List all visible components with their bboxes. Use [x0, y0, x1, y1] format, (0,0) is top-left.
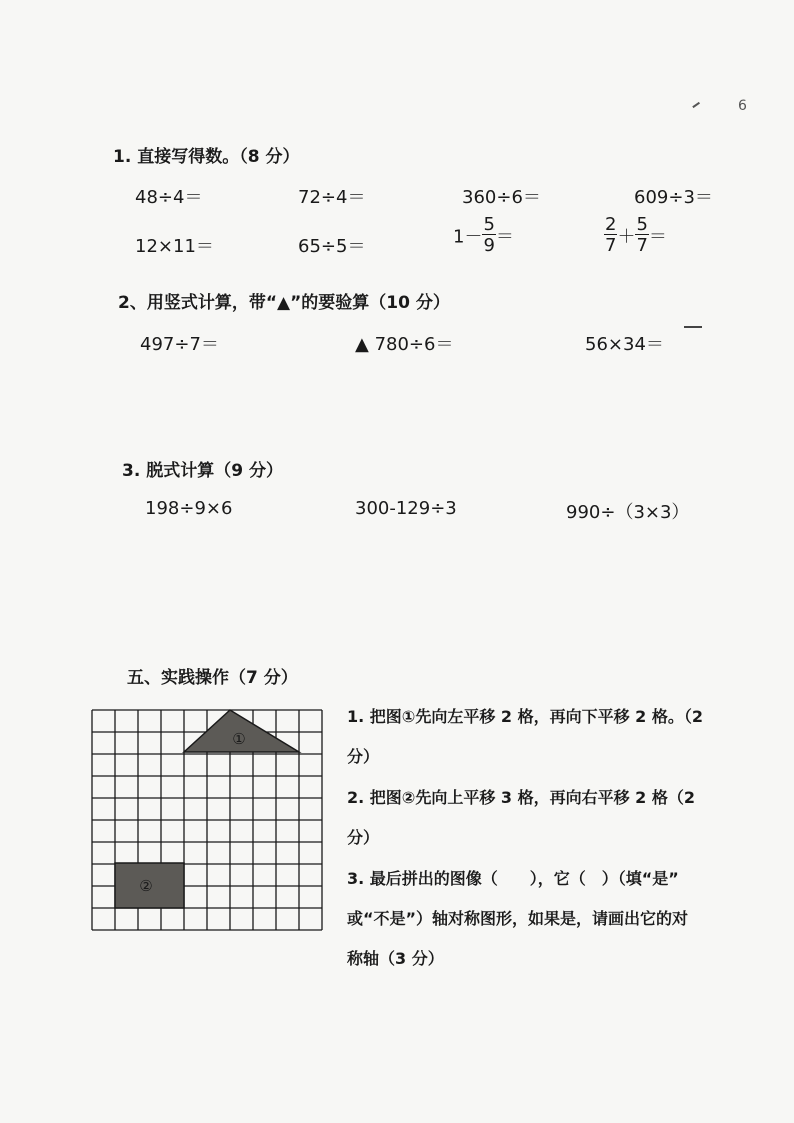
q3-expr: 198÷9×6 — [145, 498, 233, 519]
plus-sign: ＋ — [617, 226, 636, 248]
instruction-line: 3. 最后拼出的图像（ ），它（ ）（填“是” — [347, 869, 679, 888]
q1-expr: 48÷4＝ — [135, 187, 203, 208]
equals-sign: ＝ — [648, 226, 667, 248]
instruction-line: 分） — [347, 747, 380, 766]
instruction-line: 称轴（3 分） — [347, 949, 444, 968]
q2-expr: ▲ 780÷6＝ — [355, 334, 454, 355]
corner-mark: 6 — [738, 98, 747, 114]
q3-title: 3. 脱式计算（9 分） — [122, 461, 283, 481]
fraction — [635, 216, 648, 255]
scan-stroke — [692, 102, 699, 108]
section5-title: 五、实践操作（7 分） — [127, 668, 298, 688]
fraction — [604, 216, 617, 255]
shape-2-label: ② — [139, 877, 153, 895]
q2-expr: 497÷7＝ — [140, 334, 219, 355]
q1-expr: 609÷3＝ — [634, 187, 713, 208]
scan-stroke — [684, 326, 702, 328]
denominator: 7 — [636, 235, 648, 256]
numerator: 5 — [636, 214, 648, 235]
q1-expr: 12×11＝ — [135, 236, 214, 257]
denominator: 7 — [605, 235, 617, 256]
instruction-line: 2. 把图②先向上平移 3 格，再向右平移 2 格（2 — [347, 788, 696, 807]
q3-expr: 300-129÷3 — [355, 498, 457, 519]
q1-expr: 72÷4＝ — [298, 187, 366, 208]
denominator: 9 — [483, 235, 495, 256]
instruction-line: 1. 把图①先向左平移 2 格，再向下平移 2 格。（2 — [347, 707, 704, 726]
q3-expr: 990÷（3×3） — [566, 502, 690, 523]
instruction-line: 或“不是”）轴对称图形，如果是，请画出它的对 — [347, 909, 689, 928]
q1-fraction-expr — [453, 216, 514, 255]
q1-expr: 65÷5＝ — [298, 236, 366, 257]
equals-sign: ＝ — [495, 226, 514, 248]
square-grid — [89, 708, 325, 932]
numerator: 2 — [605, 214, 617, 235]
q2-title: 2、用竖式计算，带“▲”的要验算（10 分） — [118, 293, 450, 313]
shape-1-label: ① — [232, 730, 246, 748]
q2-expr: 56×34＝ — [585, 334, 664, 355]
instruction-line: 分） — [347, 828, 380, 847]
fraction — [482, 216, 495, 255]
numerator: 5 — [483, 214, 495, 235]
expr-lead: 1－ — [453, 226, 483, 248]
q1-expr: 360÷6＝ — [462, 187, 541, 208]
q1-title: 1. 直接写得数。（8 分） — [113, 147, 300, 167]
q1-fraction-expr — [604, 216, 667, 255]
